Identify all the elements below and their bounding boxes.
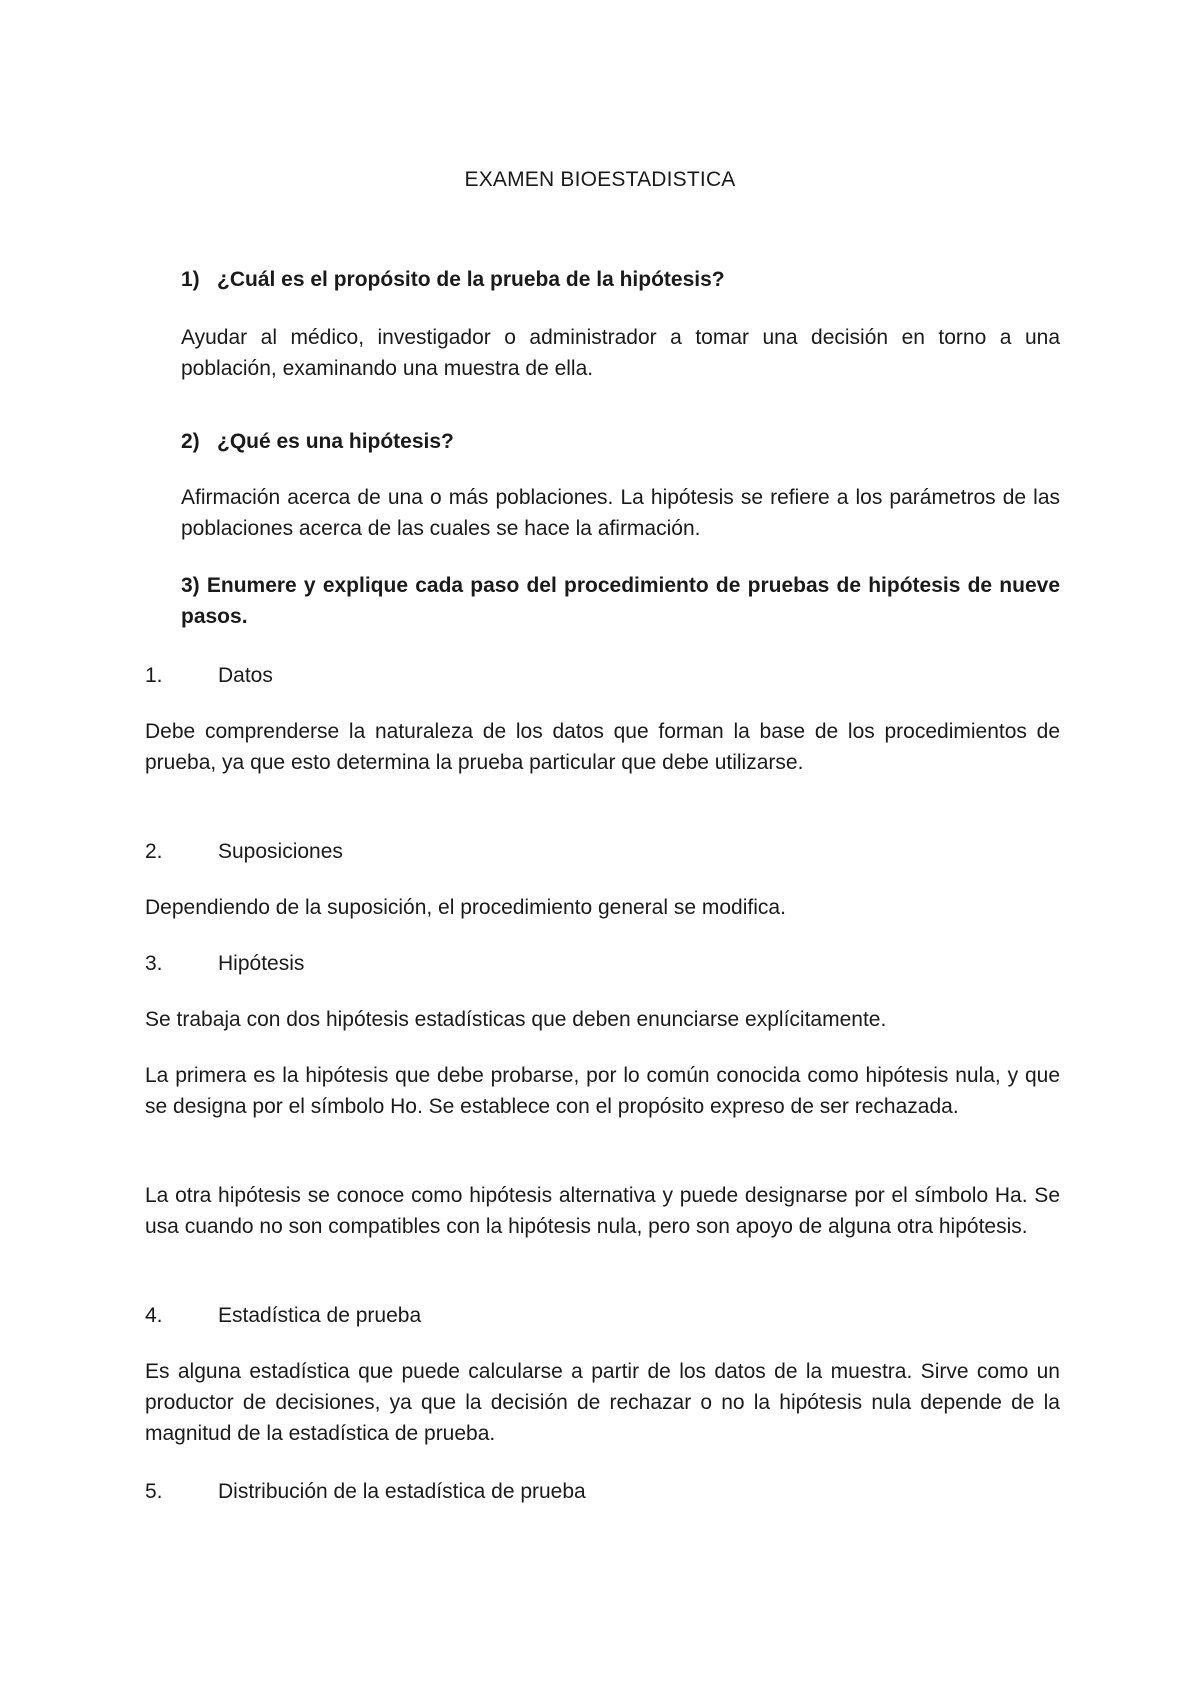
step-3-paragraph-3: La otra hipótesis se conoce como hipótesis alternativa y puede designarse por el símbolo Ha. Se usa cuando no son compatibles con la hipótesis nula, pero son apoyo de alguna otra hipótesis. (145, 1184, 1060, 1238)
step-1-paragraph-1: Debe comprenderse la naturaleza de los datos que forman la base de los procedimientos de prueba, ya que esto determina la prueba particular que debe utilizarse. (145, 720, 1060, 774)
step-1-name: Datos (218, 664, 273, 687)
question-1-number: 1) (181, 268, 200, 291)
step-2-number: 2. (145, 840, 163, 863)
step-3-number: 3. (145, 952, 163, 975)
question-2-text: ¿Qué es una hipótesis? (217, 430, 454, 453)
question-3: 3) Enumere y explique cada paso del procedimiento de pruebas de hipótesis de nueve pasos. (181, 574, 1060, 628)
step-3-heading (145, 948, 304, 979)
step-4-number: 4. (145, 1304, 163, 1327)
step-2-heading (145, 836, 343, 867)
step-4-paragraph-1: Es alguna estadística que puede calcularse a partir de los datos de la muestra. Sirve como un productor de decisiones, ya que la decisión de rechazar o no la hipótesis nula depende de la magnitud de la estadística de prueba. (145, 1360, 1060, 1445)
step-4-heading (145, 1300, 421, 1331)
step-2-paragraph-1: Dependiendo de la suposición, el procedimiento general se modifica. (145, 896, 786, 919)
step-3-paragraph-2: La primera es la hipótesis que debe probarse, por lo común conocida como hipótesis nula, y que se designa por el símbolo Ho. Se establece con el propósito expreso de ser rechazada. (145, 1064, 1060, 1118)
step-5-number: 5. (145, 1480, 163, 1503)
step-1-number: 1. (145, 664, 163, 687)
question-1-text: ¿Cuál es el propósito de la prueba de la hipótesis? (217, 268, 725, 291)
step-3-name: Hipótesis (218, 952, 305, 975)
question-2-number: 2) (181, 430, 200, 453)
answer-1: Ayudar al médico, investigador o administrador a tomar una decisión en torno a una población, examinando una muestra de ella. (181, 326, 1060, 380)
step-5-heading (145, 1476, 586, 1507)
step-5-name: Distribución de la estadística de prueba (218, 1480, 586, 1503)
step-3-paragraph-1: Se trabaja con dos hipótesis estadísticas que deben enunciarse explícitamente. (145, 1008, 887, 1031)
question-2 (181, 426, 1060, 457)
question-1 (181, 264, 1060, 295)
step-1-heading (145, 660, 273, 691)
answer-2: Afirmación acerca de una o más poblaciones. La hipótesis se refiere a los parámetros de las poblaciones acerca de las cuales se hace la afirmación. (181, 486, 1060, 540)
step-4-name: Estadística de prueba (218, 1304, 422, 1327)
document-title: EXAMEN BIOESTADISTICA (464, 168, 736, 191)
step-2-name: Suposiciones (218, 840, 343, 863)
